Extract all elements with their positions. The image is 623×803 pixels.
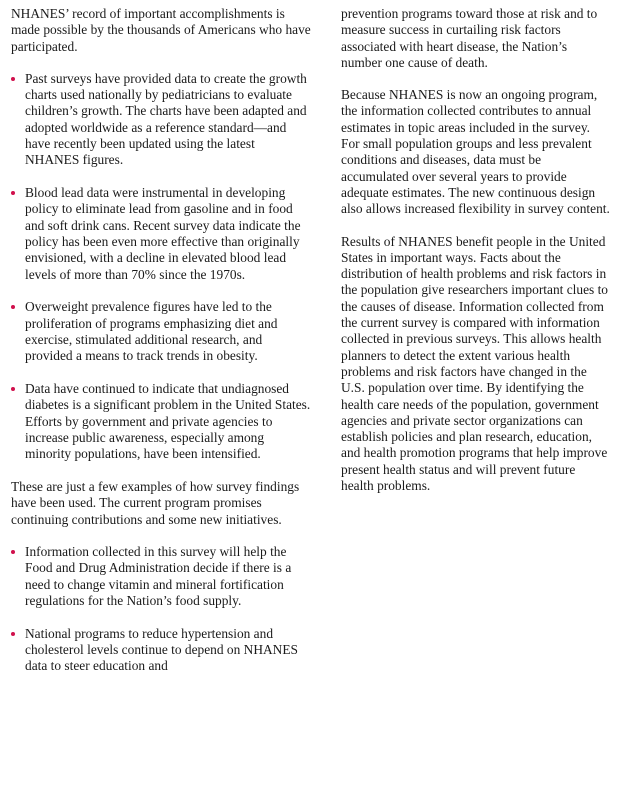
bullet-dot-icon <box>11 387 15 391</box>
left-column <box>11 6 311 691</box>
bullet-dot-icon <box>11 305 15 309</box>
intro-paragraph: NHANES’ record of important accomplishments is made possible by the thousands of Americans who have participated. <box>11 6 311 54</box>
list-item <box>11 626 311 675</box>
list-item <box>11 71 311 169</box>
bullet-dot-icon <box>11 191 15 195</box>
right-column <box>341 6 611 510</box>
list-item-text: National programs to reduce hypertension and cholesterol levels continue to depend on NHANES data to steer education and <box>25 625 298 674</box>
list-item <box>11 185 311 283</box>
list-item <box>11 299 311 364</box>
bullet-dot-icon <box>11 77 15 81</box>
accomplishments-list <box>11 71 311 463</box>
bullet-dot-icon <box>11 632 15 636</box>
bullet-dot-icon <box>11 550 15 554</box>
list-item-text: Information collected in this survey will help the Food and Drug Administration decide if there is a need to change vitamin and mineral fortification regulations for the Nation’s food supply. <box>25 544 292 608</box>
initiatives-list <box>11 544 311 675</box>
ongoing-program-paragraph: Because NHANES is now an ongoing program, the information collected contributes to annual estimates in topic areas included in the survey. For small population groups and less prevalent conditions and diseases, data must be accumulated over several years to provide adequate estimates. The new continuous design also allows increased flexibility in survey content. <box>341 87 610 217</box>
list-item-text: Blood lead data were instrumental in developing policy to eliminate lead from gasoline and in food and soft drink cans. Recent survey data indicate the policy has been even more effective than originally envisioned, with a decline in elevated blood lead levels of more than 70% since the 1970s. <box>25 185 301 282</box>
list-item <box>11 381 311 462</box>
list-item-text: Past surveys have provided data to create the growth charts used nationally by pediatricians to evaluate children’s growth. The charts have been adapted and adopted worldwide as a reference standard—and have recently been updated using the latest NHANES figures. <box>25 70 307 168</box>
list-item-text: Data have continued to indicate that undiagnosed diabetes is a significant problem in the United States. Efforts by government and private agencies to increase public awareness, especially among minority populations, have been intensified. <box>25 381 311 462</box>
transition-paragraph: These are just a few examples of how survey findings have been used. The current program promises continuing contributions and some new initiatives. <box>11 479 300 527</box>
list-item-text: Overweight prevalence figures have led to the proliferation of programs emphasizing diet and exercise, stimulated additional research, and provided a means to track trends in obesity. <box>25 299 278 364</box>
continuation-paragraph: prevention programs toward those at risk and to measure success in curtailing risk factors associated with heart disease, the Nation’s number one cause of death. <box>341 6 598 70</box>
list-item <box>11 544 311 609</box>
results-paragraph: Results of NHANES benefit people in the United States in important ways. Facts about the distribution of health problems and risk factors in the population give researchers important clues to the causes of disease. Information collected from the current survey is compared with information collected in previous surveys. This allows health planners to detect the extent various health problems and risk factors have changed in the U.S. population over time. By identifying the health care needs of the population, government agencies and private sector organizations can establish policies and plan research, education, and health promotion programs that help improve present health status and will prevent future health problems. <box>341 233 608 494</box>
